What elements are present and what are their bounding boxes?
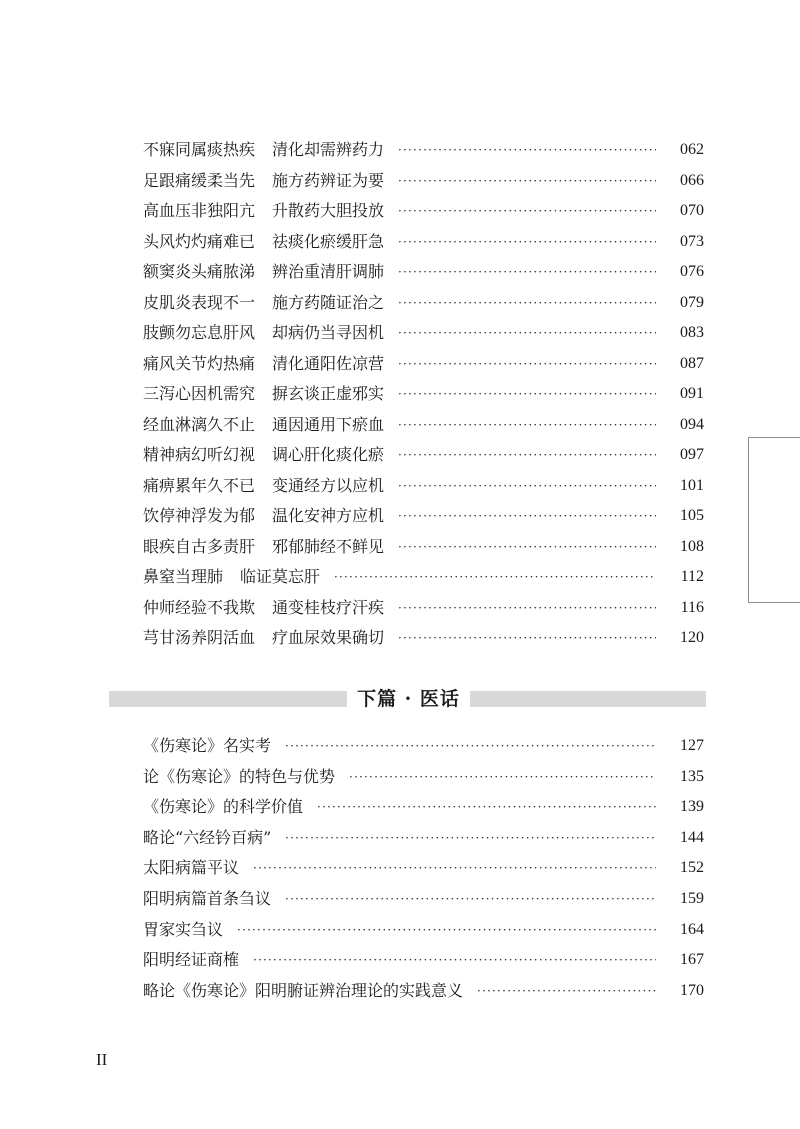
toc-entry[interactable] <box>143 593 704 624</box>
dot-leader <box>253 945 656 976</box>
toc-entry-title-second-half: 辨治重清肝调肺 <box>272 262 385 281</box>
toc-list-part-a <box>143 135 704 654</box>
toc-entry-page-number: 139 <box>680 798 704 816</box>
toc-entry[interactable] <box>143 227 704 258</box>
toc-entry-title <box>143 410 384 441</box>
toc-entry-page-number: 066 <box>680 171 704 189</box>
toc-entry-page-number: 152 <box>680 859 704 877</box>
toc-entry-title-second-half: 变通经方以应机 <box>272 475 385 495</box>
toc-entry-title-second-half: 清化却需辨药力 <box>272 140 385 159</box>
toc-entry-page-number: 135 <box>680 767 704 785</box>
toc-entry-page-number: 105 <box>680 507 704 524</box>
toc-entry-title <box>143 562 320 593</box>
toc-entry-title-second-half: 疗血尿效果确切 <box>272 628 385 647</box>
toc-entry-title: 略论“六经钤百病” <box>143 827 272 847</box>
toc-entry-title <box>143 166 384 197</box>
toc-entry-title-second-half: 通变桂枝疗汗疾 <box>272 597 385 617</box>
dot-leader <box>398 166 656 197</box>
toc-entry-title-second-half: 祛痰化瘀缓肝急 <box>272 231 385 251</box>
toc-entry-title-second-half: 却病仍当寻因机 <box>272 323 385 342</box>
dot-leader <box>477 976 656 1007</box>
toc-entry-title-first-half: 痛痹累年久不已 <box>143 475 256 495</box>
toc-entry[interactable] <box>143 976 704 1007</box>
section-header-band-left <box>109 691 347 707</box>
toc-entry-title <box>143 318 384 349</box>
toc-entry-title-first-half: 皮肌炎表现不一 <box>143 292 256 312</box>
toc-entry[interactable] <box>143 410 704 441</box>
toc-entry-title <box>143 593 384 624</box>
toc-entry[interactable] <box>143 562 704 593</box>
section-header <box>109 685 706 713</box>
toc-entry-title <box>143 379 384 410</box>
toc-entry[interactable] <box>143 349 704 380</box>
toc-entry-title-first-half: 高血压非独阳亢 <box>143 201 256 220</box>
toc-entry[interactable] <box>143 166 704 197</box>
page-folio: II <box>96 1050 108 1069</box>
toc-entry-page-number: 083 <box>680 324 704 341</box>
toc-entry-title-second-half: 调心肝化痰化瘀 <box>272 445 385 464</box>
toc-entry-title-first-half: 经血淋漓久不止 <box>143 414 256 434</box>
section-header-band-right <box>470 691 706 707</box>
toc-entry-page-number: 112 <box>680 568 704 585</box>
toc-entry-title: 略论《伤寒论》阳明腑证辨治理论的实践意义 <box>143 980 464 1000</box>
toc-entry-page-number: 062 <box>680 141 704 158</box>
toc-entry-title-second-half: 临证莫忘肝 <box>240 567 321 586</box>
toc-entry-page-number: 116 <box>680 598 704 616</box>
dot-leader <box>398 135 656 166</box>
toc-entry-title <box>143 227 384 258</box>
toc-entry-page-number: 170 <box>680 981 704 999</box>
toc-entry-page-number: 120 <box>680 629 704 646</box>
toc-entry-page-number: 091 <box>680 385 704 402</box>
toc-entry[interactable] <box>143 762 704 793</box>
toc-entry-page-number: 108 <box>680 537 704 555</box>
toc-entry-title <box>143 440 384 471</box>
toc-entry[interactable] <box>143 915 704 946</box>
thumb-index-tab <box>748 437 800 603</box>
dot-leader <box>398 471 656 502</box>
dot-leader <box>349 762 656 793</box>
toc-entry-title <box>143 471 384 502</box>
toc-entry-title: 太阳病篇平议 <box>143 858 240 878</box>
toc-entry[interactable] <box>143 792 704 823</box>
toc-entry-page-number: 167 <box>680 951 704 969</box>
dot-leader <box>285 823 656 854</box>
dot-leader <box>317 792 656 823</box>
toc-entry-page-number: 094 <box>680 415 704 433</box>
toc-entry-title-first-half: 精神病幻听幻视 <box>143 445 256 464</box>
toc-list-part-b <box>143 731 704 1006</box>
toc-entry-title <box>143 501 384 532</box>
toc-entry[interactable] <box>143 884 704 915</box>
toc-entry-title-second-half: 施方药随证治之 <box>272 292 385 312</box>
toc-entry-title: 阳明经证商榷 <box>143 950 240 970</box>
dot-leader <box>285 884 656 915</box>
toc-entry-title: 《伤寒论》的科学价值 <box>143 797 304 817</box>
dot-leader <box>398 593 656 624</box>
toc-entry[interactable] <box>143 623 704 654</box>
dot-leader <box>398 623 656 654</box>
toc-entry[interactable] <box>143 945 704 976</box>
dot-leader <box>398 501 656 532</box>
toc-entry-title: 论《伤寒论》的特色与优势 <box>143 766 336 786</box>
dot-leader <box>237 915 656 946</box>
dot-leader <box>398 227 656 258</box>
toc-entry-title: 《伤寒论》名实考 <box>143 736 272 755</box>
dot-leader <box>253 853 656 884</box>
toc-entry-title-first-half: 头风灼灼痛难已 <box>143 231 256 251</box>
toc-entry-page-number: 164 <box>680 920 704 938</box>
toc-entry[interactable] <box>143 318 704 349</box>
toc-entry-page-number: 076 <box>680 263 704 280</box>
toc-entry[interactable] <box>143 135 704 166</box>
toc-entry-title-first-half: 肢颤勿忘息肝风 <box>143 323 256 342</box>
toc-entry-page-number: 127 <box>680 737 704 754</box>
dot-leader <box>398 440 656 471</box>
toc-entry-page-number: 097 <box>680 446 704 463</box>
toc-entry-title-second-half: 通因通用下瘀血 <box>272 414 385 434</box>
toc-entry-title-second-half: 摒玄谈正虚邪实 <box>272 384 385 403</box>
toc-entry-title-first-half: 痛风关节灼热痛 <box>143 353 256 373</box>
toc-entry-title <box>143 288 384 319</box>
toc-entry[interactable] <box>143 823 704 854</box>
toc-entry-page-number: 079 <box>680 293 704 311</box>
section-title: 下篇 · 医话 <box>357 688 460 710</box>
toc-entry-title-first-half: 不寐同属痰热疾 <box>143 140 256 159</box>
toc-entry-page-number: 073 <box>680 232 704 250</box>
dot-leader <box>398 257 656 288</box>
toc-entry-page-number: 144 <box>680 828 704 846</box>
dot-leader <box>398 410 656 441</box>
toc-entry[interactable] <box>143 471 704 502</box>
toc-entry-title-first-half: 仲师经验不我欺 <box>143 597 256 617</box>
toc-entry[interactable] <box>143 196 704 227</box>
toc-entry-title <box>143 196 384 227</box>
toc-entry[interactable] <box>143 288 704 319</box>
toc-entry-title: 阳明病篇首条刍议 <box>143 888 272 908</box>
toc-entry[interactable] <box>143 440 704 471</box>
toc-entry-title-first-half: 饮停神浮发为郁 <box>143 506 256 525</box>
toc-entry-title-first-half: 眼疾自古多责肝 <box>143 536 256 556</box>
toc-entry[interactable] <box>143 532 704 563</box>
toc-entry-title-second-half: 清化通阳佐凉营 <box>272 353 385 373</box>
toc-entry-page-number: 159 <box>680 889 704 907</box>
toc-entry[interactable] <box>143 379 704 410</box>
toc-entry-title <box>143 532 384 563</box>
toc-entry-title-first-half: 三泻心因机需究 <box>143 384 256 403</box>
toc-entry-page-number: 070 <box>680 202 704 219</box>
toc-entry-title-second-half: 施方药辨证为要 <box>272 170 385 190</box>
toc-entry-page-number: 101 <box>680 476 704 494</box>
dot-leader <box>285 731 656 762</box>
toc-entry-title-second-half: 邪郁肺经不鲜见 <box>272 536 385 556</box>
toc-entry-title: 胃家实刍议 <box>143 919 224 939</box>
toc-entry[interactable] <box>143 853 704 884</box>
toc-entry-title-second-half: 升散药大胆投放 <box>272 201 385 220</box>
toc-entry-title-first-half: 鼻窒当理肺 <box>143 567 224 586</box>
toc-entry-title-first-half: 足跟痛缓柔当先 <box>143 170 256 190</box>
toc-entry-title-first-half: 额窦炎头痛脓涕 <box>143 262 256 281</box>
dot-leader <box>398 288 656 319</box>
dot-leader <box>398 532 656 563</box>
toc-entry[interactable] <box>143 257 704 288</box>
toc-entry-title <box>143 623 384 654</box>
dot-leader <box>398 196 656 227</box>
dot-leader <box>334 562 656 593</box>
toc-entry-title <box>143 257 384 288</box>
toc-entry[interactable] <box>143 501 704 532</box>
toc-entry-title-second-half: 温化安神方应机 <box>272 506 385 525</box>
toc-entry-page-number: 087 <box>680 354 704 372</box>
toc-entry-title <box>143 135 384 166</box>
toc-entry-title-first-half: 芎甘汤养阴活血 <box>143 628 256 647</box>
toc-entry-title <box>143 349 384 380</box>
toc-entry[interactable] <box>143 731 704 762</box>
dot-leader <box>398 318 656 349</box>
dot-leader <box>398 379 656 410</box>
dot-leader <box>398 349 656 380</box>
